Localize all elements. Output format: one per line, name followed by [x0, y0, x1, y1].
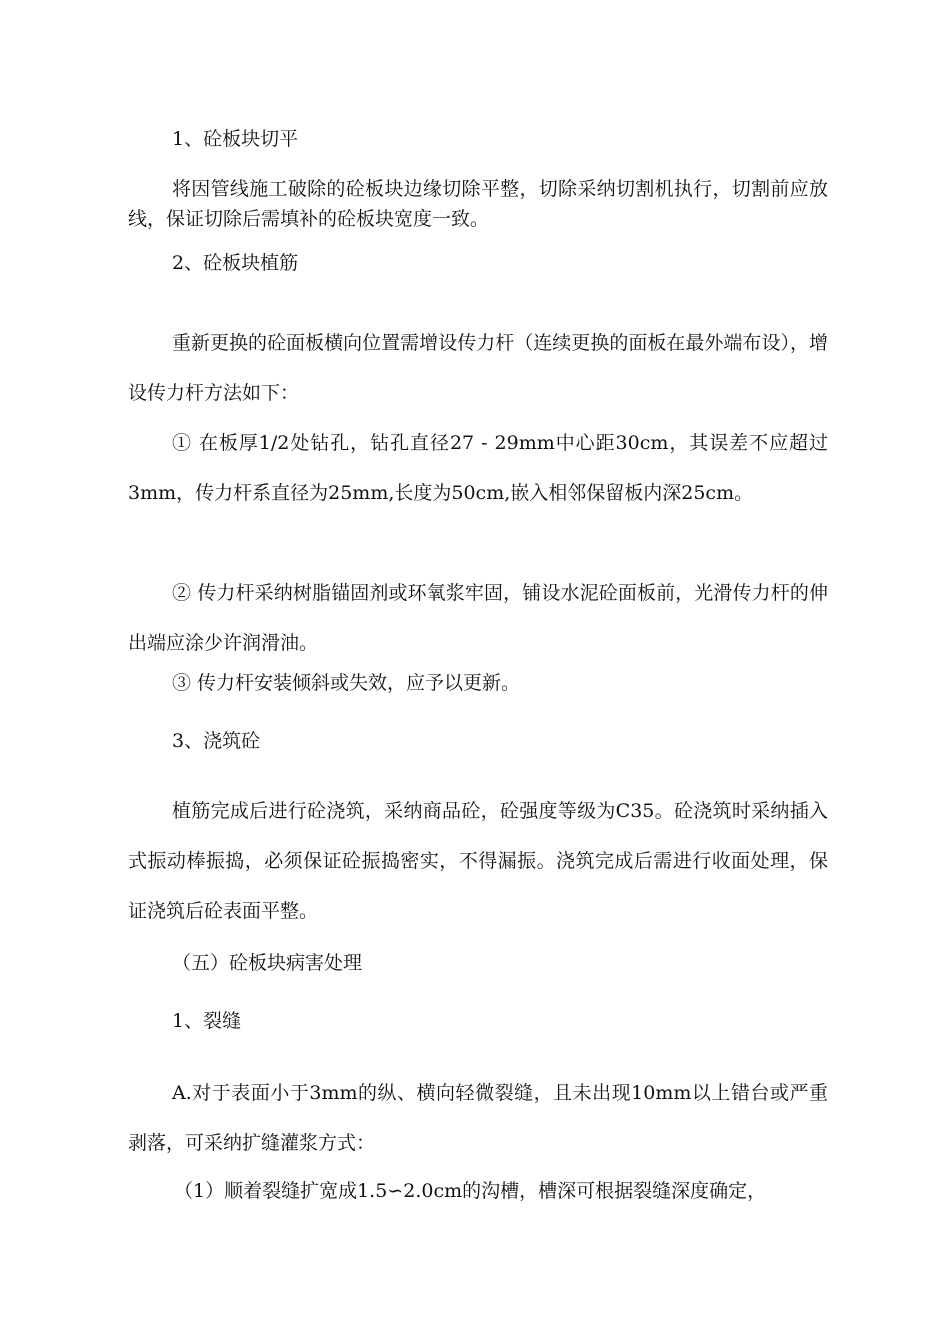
paragraph-dowel-intro: 重新更换的砼面板横向位置需增设传力杆（连续更换的面板在最外端布设），增设传力杆方法如下： [128, 332, 828, 404]
paragraph-dowel-step-2: ② 传力杆采纳树脂锚固剂或环氧浆牢固，铺设水泥砼面板前，光滑传力杆的伸出端应涂少许润滑油。 [128, 582, 828, 654]
paragraph-dowel-step-1: ① 在板厚1/2处钻孔，钻孔直径27 - 29mm中心距30cm，其误差不应超过3mm，传力杆系直径为25mm,长度为50cm,嵌入相邻保留板内深25cm。 [128, 432, 828, 504]
paragraph-dowel-step-3: ③ 传力杆安装倾斜或失效，应予以更新。 [172, 672, 521, 694]
paragraph-slab-cut: 将因管线施工破除的砼板块边缘切除平整，切除采纳切割机执行，切割前应放线，保证切除后需填补的砼板块宽度一致。 [128, 178, 828, 230]
heading-rebar-planting: 2、砼板块植筋 [172, 252, 299, 274]
heading-slab-cut: 1、砼板块切平 [172, 128, 299, 150]
heading-cracks: 1、裂缝 [172, 1010, 242, 1032]
paragraph-crack-method-a: A.对于表面小于3mm的纵、横向轻微裂缝，且未出现10mm以上错台或严重剥落，可采纳扩缝灌浆方式： [128, 1082, 828, 1154]
paragraph-crack-step-1: （1）顺着裂缝扩宽成1.5∽2.0cm的沟槽，槽深可根据裂缝深度确定， [174, 1180, 767, 1202]
heading-concrete-pouring: 3、浇筑砼 [172, 730, 261, 752]
paragraph-concrete-pouring: 植筋完成后进行砼浇筑，采纳商品砼，砼强度等级为C35。砼浇筑时采纳插入式振动棒振捣，必须保证砼振捣密实，不得漏振。浇筑完成后需进行收面处理，保证浇筑后砼表面平整。 [128, 800, 828, 922]
heading-slab-defects: （五）砼板块病害处理 [172, 952, 363, 974]
